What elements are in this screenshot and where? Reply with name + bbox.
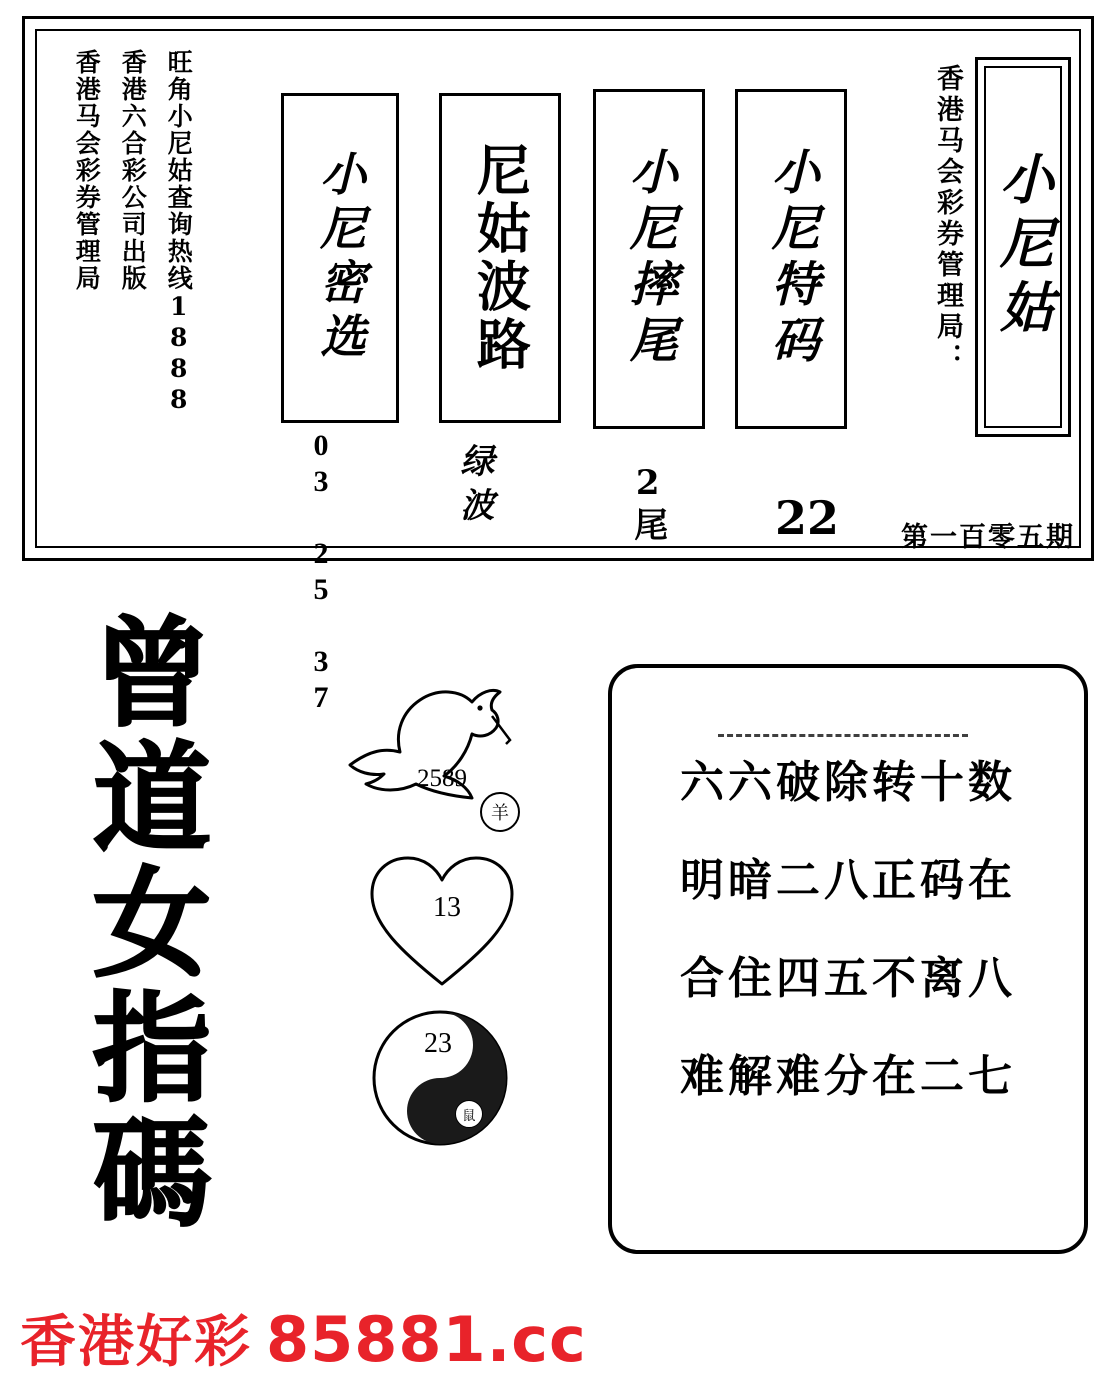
left-column-2 — [118, 49, 148, 489]
poem-lines — [612, 746, 1084, 1104]
big-title-char-3: 女 — [92, 855, 211, 994]
card-mixuan — [281, 93, 399, 423]
poem-divider — [718, 734, 968, 737]
left-column-3 — [164, 49, 194, 489]
top-panel — [22, 16, 1094, 717]
big-title-char-1: 曾 — [92, 605, 211, 743]
card-bowei-label: 小尼摔尾 — [621, 147, 678, 371]
left-column-1-text: 香港马会彩券管理局 — [72, 49, 102, 292]
poem-box — [608, 664, 1088, 1254]
card-bowei-value: 2尾 — [627, 463, 668, 545]
title-box-label: 小尼姑 — [991, 151, 1056, 343]
yinyang-icon-svg — [360, 1000, 520, 1150]
card-bowei — [593, 89, 705, 429]
title-box-inner — [984, 66, 1062, 428]
big-title — [52, 605, 252, 1272]
card-tema — [735, 89, 847, 429]
dove-number: 2589 — [417, 765, 467, 792]
title-box — [975, 57, 1071, 437]
card-tema-label: 小尼特码 — [763, 147, 820, 371]
dove-zodiac-badge: 羊 — [480, 792, 520, 832]
card-bolu-value-wrap — [453, 443, 494, 531]
footer-url[interactable]: 85881.cc — [266, 1303, 587, 1376]
poem-line-1: 六六破除转十数 — [680, 757, 1016, 808]
card-bolu-label: 尼姑波路 — [468, 142, 533, 374]
dove-icon — [340, 670, 540, 835]
card-bolu — [439, 93, 561, 423]
issuer-text-label: 香港马会彩券管理局： — [932, 64, 963, 374]
big-title-char-4: 指 — [92, 980, 211, 1119]
issue-number: 第一百零五期 — [901, 522, 1075, 553]
yinyang-icon — [360, 1000, 520, 1150]
footer — [20, 1298, 587, 1378]
big-title-char-2: 道 — [92, 730, 211, 869]
poem-line-4: 难解难分在二七 — [680, 1051, 1016, 1102]
card-bowei-value-wrap — [627, 463, 668, 545]
poem-line-3: 合住四五不离八 — [680, 953, 1016, 1004]
card-mixuan-label: 小尼密选 — [313, 150, 368, 366]
footer-brand: 香港好彩 — [20, 1310, 252, 1375]
left-column-1 — [72, 49, 102, 489]
top-panel-inner-frame — [35, 29, 1081, 717]
big-title-char-5: 碼 — [92, 1105, 211, 1244]
card-tema-value: 22 — [775, 491, 840, 545]
card-bolu-value: 绿波 — [453, 443, 494, 531]
heart-number: 13 — [433, 892, 461, 923]
heart-icon — [362, 850, 522, 990]
yinyang-zodiac-badge: 鼠 — [455, 1100, 483, 1128]
card-mixuan-value: 03 25 37 — [304, 429, 338, 717]
left-column-2-text: 香港六合彩公司出版 — [118, 49, 148, 292]
left-column-3-text: 旺角小尼姑查询热线1888 — [164, 49, 194, 416]
poem-line-2: 明暗二八正码在 — [680, 855, 1016, 906]
icon-column — [330, 660, 550, 1180]
issuer-text — [933, 64, 961, 434]
yinyang-number: 23 — [424, 1028, 452, 1059]
